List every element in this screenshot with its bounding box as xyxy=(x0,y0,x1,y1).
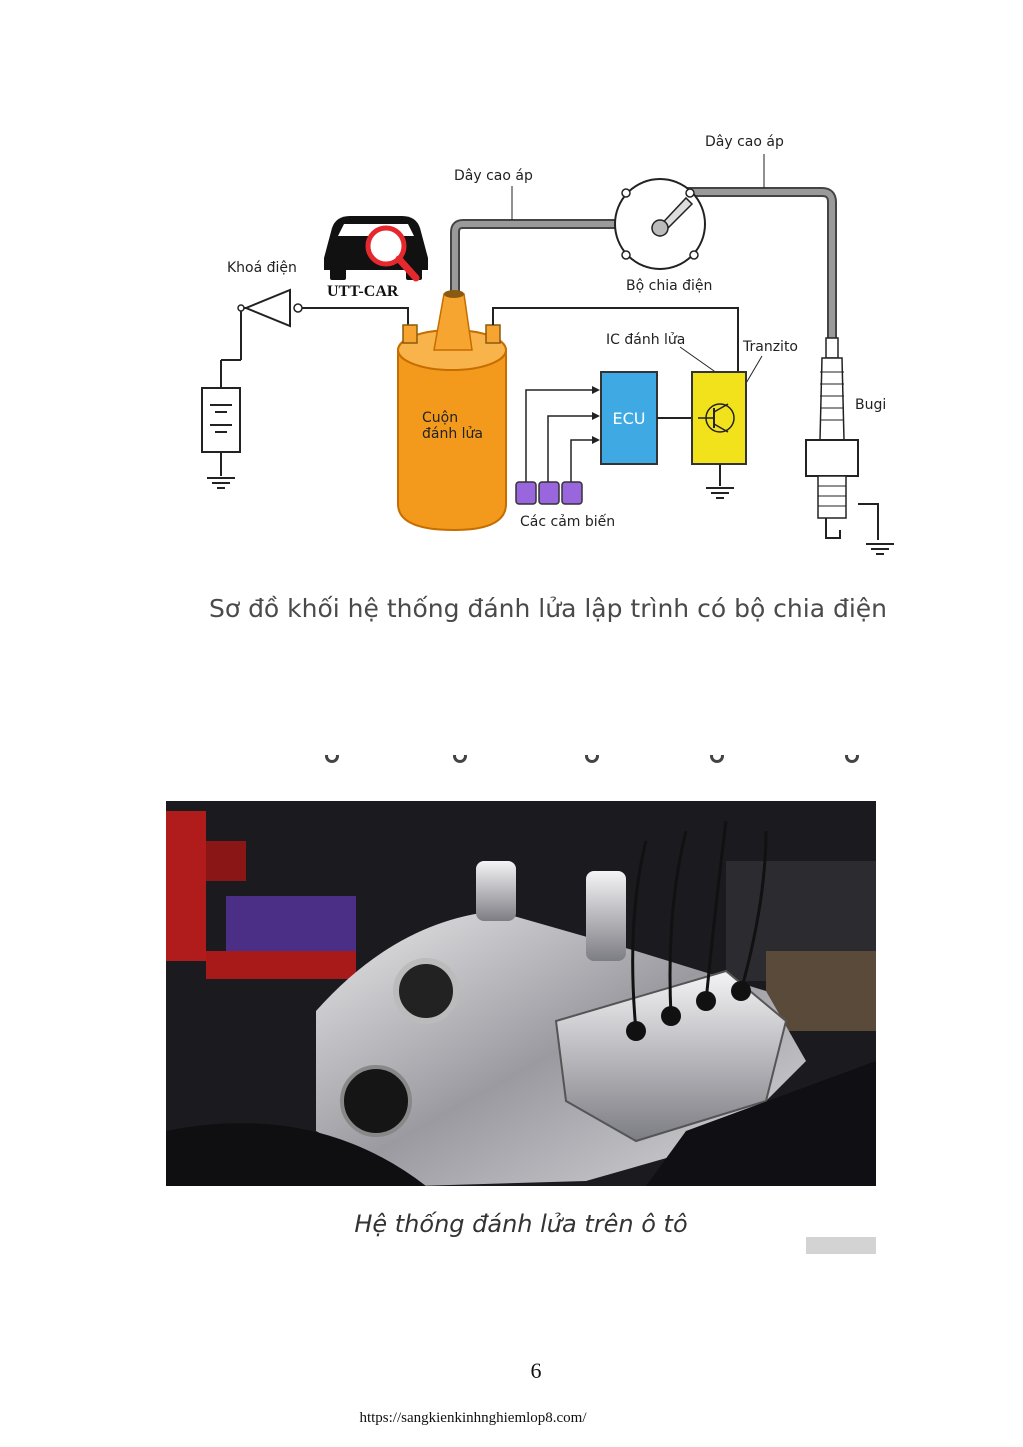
distributor xyxy=(615,179,705,269)
distributor-label: Bộ chia điện xyxy=(626,278,713,294)
transistor-label: Tranzito xyxy=(743,339,798,355)
ignition-coil xyxy=(398,290,506,530)
spark-plug xyxy=(806,338,894,554)
gray-block xyxy=(806,1237,876,1254)
coil-label-1: Cuộn xyxy=(422,410,459,426)
utt-car-logo xyxy=(324,216,428,300)
coil-label-2: đánh lửa xyxy=(422,426,484,442)
battery xyxy=(202,360,241,488)
hv-wire-right-label: Dây cao áp xyxy=(705,134,784,150)
ecu-label: ECU xyxy=(612,409,646,428)
page-number: 6 xyxy=(530,1358,542,1383)
ignition-system-diagram xyxy=(190,120,910,570)
logo-text: UTT-CAR xyxy=(327,283,399,300)
ignition-ic xyxy=(692,372,746,498)
photo-caption: Hệ thống đánh lửa trên ô tô xyxy=(354,1210,688,1238)
sensors-label: Các cảm biến xyxy=(520,514,616,530)
diagram-caption: Sơ đồ khối hệ thống đánh lửa lập trình có bộ chia điện xyxy=(208,594,888,623)
engine-photo xyxy=(166,801,876,1186)
engine-photo-icon xyxy=(166,801,876,1186)
ic-label: IC đánh lửa xyxy=(606,332,686,348)
hv-wire-left-label: Dây cao áp xyxy=(454,168,533,184)
cropped-text-fragment xyxy=(285,755,885,769)
ignition-switch xyxy=(238,290,408,360)
ignition-switch-label: Khoá điện xyxy=(227,260,297,276)
footer-url[interactable]: https://sangkienkinhnghiemlop8.com/ xyxy=(359,1410,587,1426)
ecu xyxy=(601,372,692,464)
car-search-icon xyxy=(324,216,428,280)
spark-plug-label: Bugi xyxy=(855,397,887,413)
